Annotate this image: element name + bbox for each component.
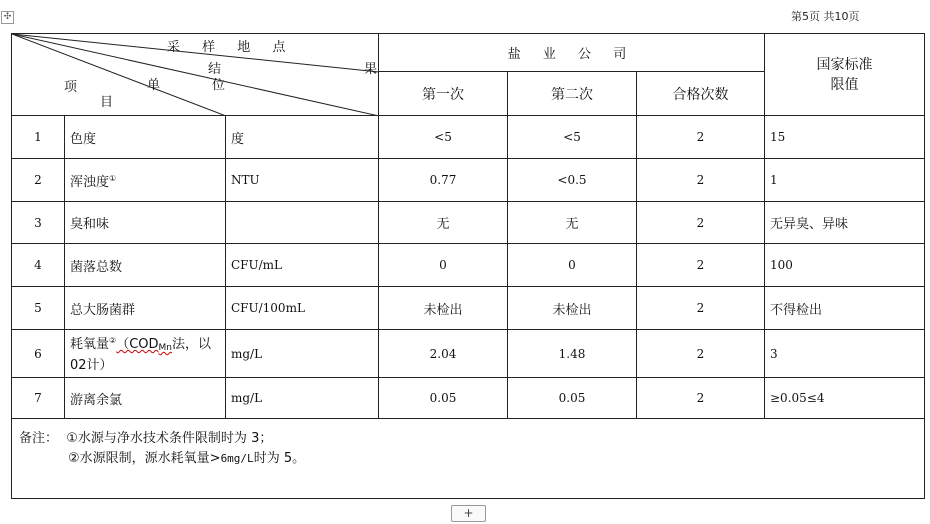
row-second: 1.48 — [508, 330, 637, 378]
row-pass: 2 — [637, 116, 765, 159]
header-national-standard: 国家标准 限值 — [765, 34, 925, 116]
row-second: <5 — [508, 116, 637, 159]
table-row — [12, 378, 925, 419]
row-unit: mg/L — [226, 330, 379, 378]
row-item: 色度 — [65, 116, 226, 159]
row-unit: 度 — [226, 116, 379, 159]
row-item: 浑浊度① — [65, 159, 226, 202]
row-number: 2 — [12, 159, 65, 202]
row-item: 总大肠菌群 — [65, 287, 226, 330]
page-number-label: 第5页 共10页 — [791, 10, 860, 23]
row-number: 5 — [12, 287, 65, 330]
table-row — [12, 202, 925, 244]
row-unit: mg/L — [226, 378, 379, 419]
row-limit: 1 — [765, 159, 925, 202]
row-limit: ≥0.05≤4 — [765, 378, 925, 419]
row-limit: 3 — [765, 330, 925, 378]
row-limit: 无异臭、异味 — [765, 202, 925, 244]
table-row — [12, 116, 925, 159]
table-move-handle-icon[interactable]: ✣ — [1, 11, 14, 24]
row-limit: 15 — [765, 116, 925, 159]
row-unit: NTU — [226, 159, 379, 202]
row-pass: 2 — [637, 244, 765, 287]
notes-line-2: ②水源限制，源水耗氧量>6mg/L时为 5。 — [68, 451, 306, 466]
row-pass: 2 — [637, 330, 765, 378]
row-first: 0.05 — [379, 378, 508, 419]
notes-cell — [12, 419, 925, 499]
notes-row — [12, 419, 925, 499]
row-number: 7 — [12, 378, 65, 419]
row-first: 0.77 — [379, 159, 508, 202]
row-limit: 不得检出 — [765, 287, 925, 330]
row-second: 0.05 — [508, 378, 637, 419]
row-item: 臭和味 — [65, 202, 226, 244]
water-quality-table — [11, 33, 925, 499]
row-number: 3 — [12, 202, 65, 244]
header-item-bottom: 目 — [100, 95, 114, 110]
row-number: 4 — [12, 244, 65, 287]
header-result: 结 果 — [208, 62, 378, 77]
row-second: <0.5 — [508, 159, 637, 202]
row-pass: 2 — [637, 202, 765, 244]
row-second: 未检出 — [508, 287, 637, 330]
row-unit: CFU/100mL — [226, 287, 379, 330]
row-first: 0 — [379, 244, 508, 287]
row-item: 耗氧量$^②(COD_{Mn}$法，以 02计） — [65, 330, 226, 378]
row-first: 未检出 — [379, 287, 508, 330]
row-limit: 100 — [765, 244, 925, 287]
row-item: 菌落总数 — [65, 244, 226, 287]
header-item-top: 项 — [64, 80, 78, 95]
header-unit: 单 位 — [147, 78, 226, 93]
header-sampling-location: 采 样 地 点 — [167, 40, 295, 55]
row-first: <5 — [379, 116, 508, 159]
header-first-test: 第一次 — [379, 72, 508, 116]
row-unit: CFU/mL — [226, 244, 379, 287]
table-row — [12, 287, 925, 330]
row-pass: 2 — [637, 378, 765, 419]
diagonal-header-cell — [12, 34, 379, 116]
row-number: 6 — [12, 330, 65, 378]
add-row-button[interactable]: + — [451, 505, 486, 522]
header-pass-count: 合格次数 — [637, 72, 765, 116]
row-first: 无 — [379, 202, 508, 244]
header-company: 盐 业 公 司 — [379, 34, 765, 72]
table-row — [12, 159, 925, 202]
row-item: 游离余氯 — [65, 378, 226, 419]
header-second-test: 第二次 — [508, 72, 637, 116]
row-pass: 2 — [637, 287, 765, 330]
row-number: 1 — [12, 116, 65, 159]
table-row — [12, 244, 925, 287]
notes-label: 备注： — [19, 431, 59, 446]
row-unit — [226, 202, 379, 244]
row-second: 0 — [508, 244, 637, 287]
notes-line-1: ①水源与净水技术条件限制时为 3； — [66, 431, 273, 446]
row-second: 无 — [508, 202, 637, 244]
row-pass: 2 — [637, 159, 765, 202]
row-first: 2.04 — [379, 330, 508, 378]
table-row — [12, 330, 925, 378]
